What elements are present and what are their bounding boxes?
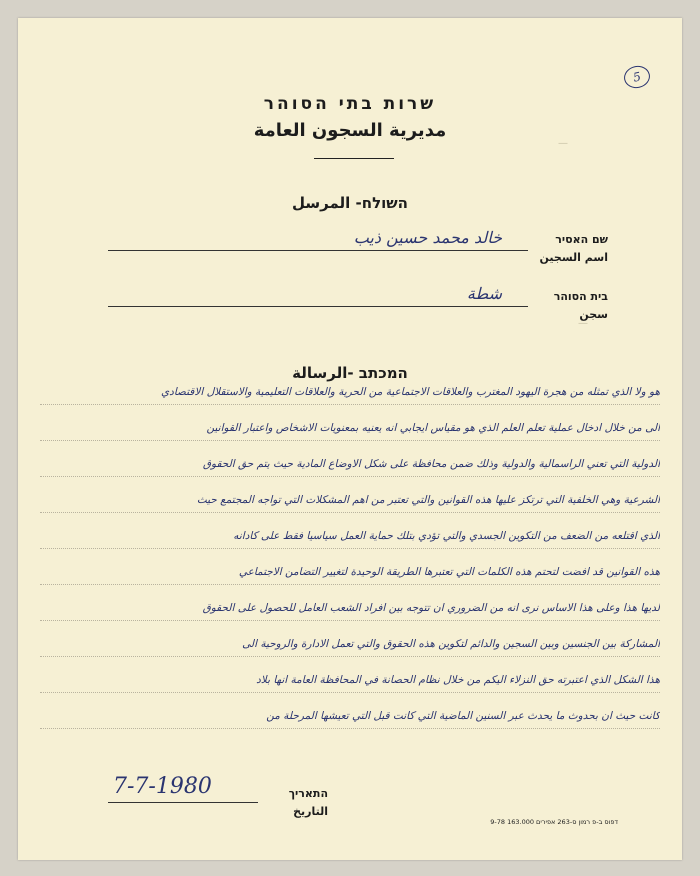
- page-number-badge: 5: [622, 64, 652, 91]
- ruled-line: [40, 476, 660, 477]
- ruled-line: [40, 512, 660, 513]
- letter-section-heading: המכתב -الرسالة: [292, 364, 408, 382]
- date-label-he: התאריך: [288, 787, 328, 800]
- letter-line: الذي اقتلعه من الضعف من التكوين الجسدي والتي تؤدي بتلك حماية العمل سياسيا فقط على كادانه: [233, 530, 660, 542]
- prison-line: [108, 306, 528, 307]
- hebrew-header: שרות בתי הסוהר: [263, 94, 437, 114]
- prisoner-name-value: خالد محمد حسين ذيب: [353, 228, 502, 247]
- ruled-line: [40, 692, 660, 693]
- ruled-line: [40, 440, 660, 441]
- letter-sheet: [18, 18, 682, 860]
- date-label: [268, 786, 328, 819]
- letter-line: هذا الشكل الذي اعتبرته حق النزلاء اليكم من خلال نظام الحصانة في المحافظة العامة انها بلاد: [256, 674, 660, 686]
- letter-line: هذه القوانين قد افضت لتحتم هذه الكلمات التي تعتبرها الطريقة الوحيدة لتغيير التضامن الاجتماعي: [238, 566, 660, 578]
- ruled-line: [40, 656, 660, 657]
- date-value: 7-7-1980: [113, 774, 212, 799]
- date-label-ar: التاريخ: [293, 805, 328, 818]
- prisoner-label-he: שם האסיר: [555, 233, 608, 246]
- letter-line: كانت حيث ان بحدوث ما يحدث عبر السنين الماضية التي كانت قبل التي تعيشها المرحلة من: [266, 710, 660, 722]
- date-line: [108, 802, 258, 803]
- print-footer: דפוס ב-פ רמון ס-263 אפירים 163.000 9-78: [490, 818, 618, 826]
- ruled-line: [40, 584, 660, 585]
- bleed-through-mark: —: [558, 138, 568, 149]
- arabic-header: مديرية السجون العامة: [253, 120, 447, 141]
- prison-value: شطة: [466, 284, 502, 303]
- prisoner-label: [538, 233, 608, 265]
- letter-line: لديها هذا وعلى هذا الاساس نرى انه من الضروري ان تتوجه بين افراد الشعب العامل للحصول على الحقوق: [202, 602, 660, 614]
- letter-line: هو ولا الذي تمثله من هجرة اليهود المغترب والعلاقات الاجتماعية من الحرية والعلاقات التعليمية والاستقلال الاقتصادي: [160, 386, 660, 398]
- letter-line: الى من خلال ادخال عملية تعلم العلم الذي هو مقياس ايجابي انه يعنيه بمعنويات الاشخاص واعتبار القوانين: [206, 422, 660, 434]
- prison-label-he: בית הסוהר: [553, 290, 608, 303]
- letter-line: الدولية التي تعني الراسمالية والدولية وذلك ضمن محافظة على شكل الاوضاع المادية حيث يتم حق الحقوق: [202, 458, 660, 470]
- header-divider: [314, 158, 394, 159]
- letter-line: الشرعية وهي الخلفية التي ترتكز عليها هذه القوانين والتي تعتبر من اهم المشكلات التي تواجه المجتمع حيث: [196, 494, 660, 506]
- ruled-line: [40, 548, 660, 549]
- ruled-line: [40, 404, 660, 405]
- letter-line: المشاركة بين الجنسين وبين السجين والدائم لتكوين هذه الحقوق والتي تعمل الادارة والروحية الى: [242, 638, 660, 650]
- sender-heading: השולח- المرسل: [292, 194, 408, 212]
- bleed-through-mark: —: [578, 318, 588, 329]
- ruled-line: [40, 620, 660, 621]
- prisoner-label-ar: اسم السجين: [539, 251, 608, 264]
- prison-label-ar: سجن: [579, 308, 608, 321]
- prisoner-name-line: [108, 250, 528, 251]
- prison-label: [538, 290, 608, 322]
- ruled-line: [40, 728, 660, 729]
